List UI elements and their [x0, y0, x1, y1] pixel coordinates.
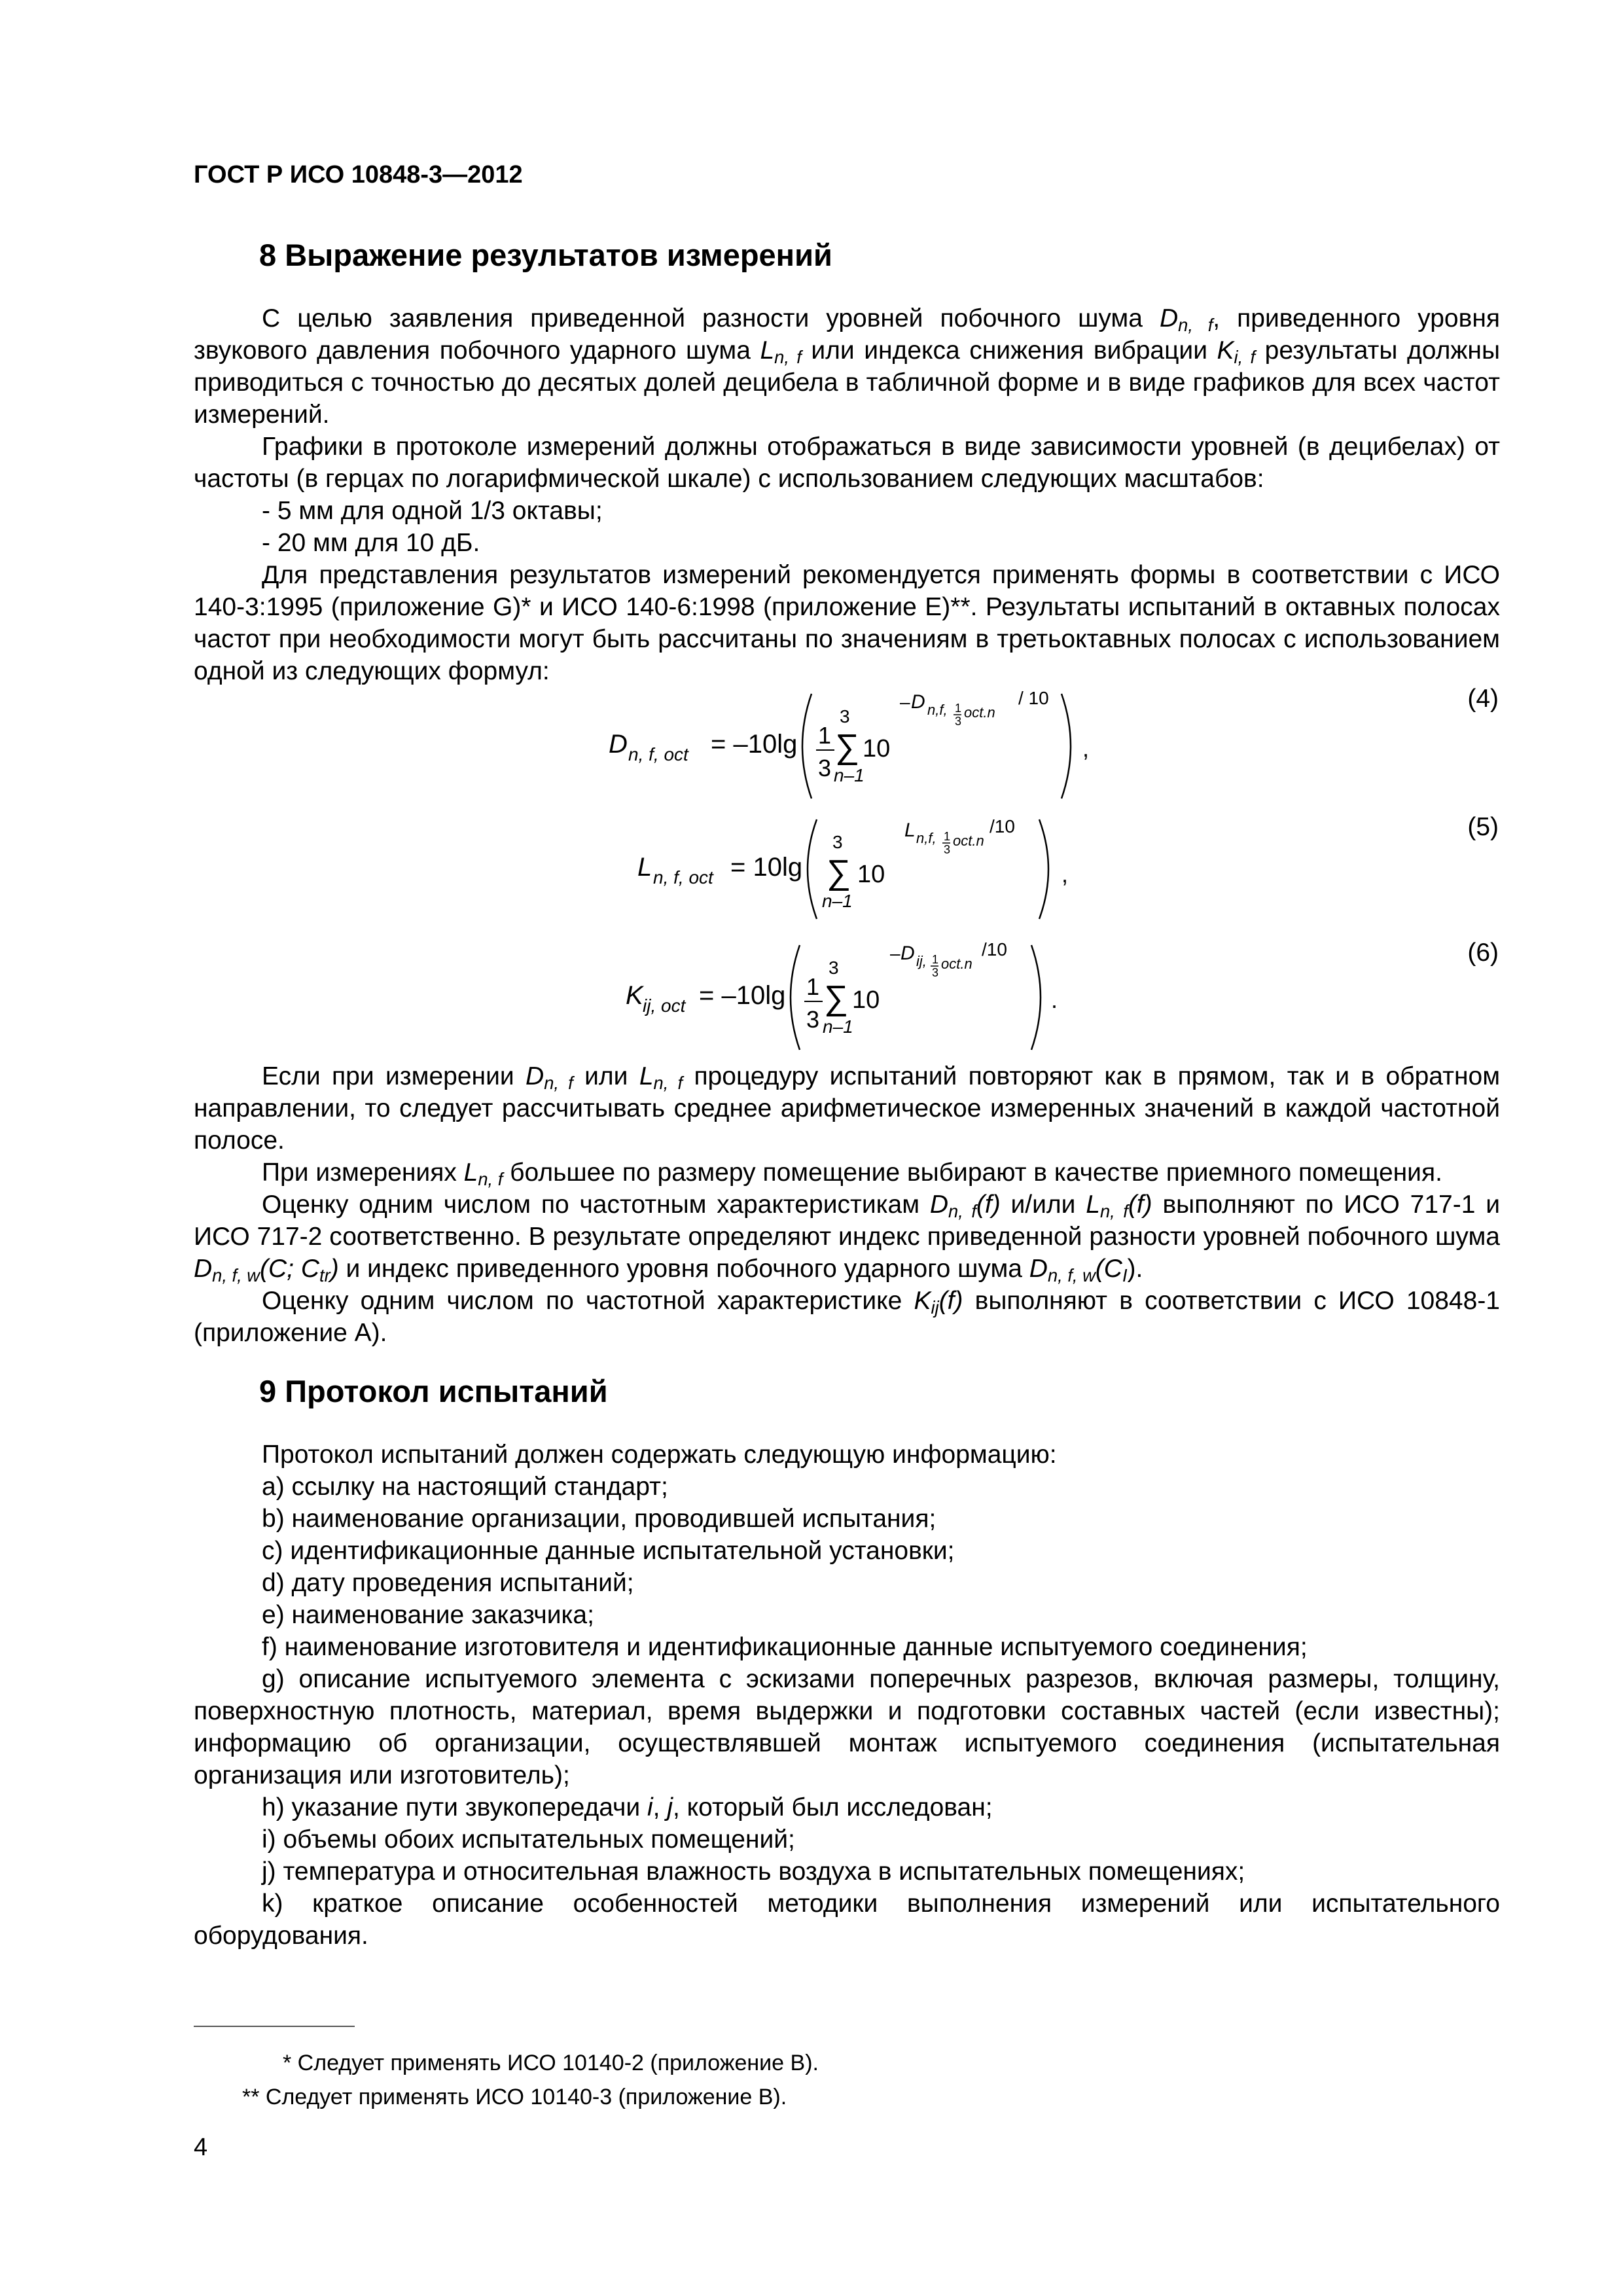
paragraph-graphs: Графики в протоколе измерений должны отображаться в виде зависимости уровней (в децибелах) от частоты (в герцах по логарифмической шкале) с использованием следующих масштабов: — [194, 433, 1500, 493]
formula-6-exp-sub: ij, — [916, 953, 927, 969]
formula-4-trail: , — [1082, 735, 1090, 762]
formula-6-right-paren — [1031, 945, 1041, 1050]
protocol-item-g: g) описание испытуемого элемента с эскизами поперечных разрезов, включая размеры, толщину, поверхностную плотность, материал, время выдержки и подготовки составных частей (если известны); информацию об организации, осуществлявшей монтаж испытуемого соединения (испытательная организация или изготовитель); — [194, 1665, 1500, 1789]
paragraph-repeat-procedure: Если при измерении $D_{n, f}$ или $L_{n, f}$ процедуру испытаний повторяют как в прямом, так и в обратном направлении, то следует рассчитывать среднее арифметическое измеренных значений в каждой частотной полосе. — [194, 1062, 1501, 1155]
formula-5-trail: , — [1061, 861, 1069, 888]
formula-5-lhs: L — [637, 853, 652, 882]
formula-5-exp-div: /10 — [990, 816, 1015, 836]
formula-5-lhs-sub: n, f, oct — [653, 867, 713, 888]
footnote-1: * Следует применять ИСО 10140-2 (приложение B). — [283, 2051, 819, 2075]
paragraph-single-number-rating: Оценку одним числом по частотным характеристикам $D_{n, f}(f)$ и/или $L_{n, f}(f)$ выполняют по ИСО 717-1 и ИСО 717-2 соответственно. В результате определяют индекс приведенной разности уровней побочного шума $D_{n, f, w}(C$; $C_{tr}$) и индекс приведенного уровня побочного ударного шума $D_{n, f, w}(C_I)$. — [194, 1191, 1500, 1285]
paragraph-room-choice: При измерениях $L_{n, f}$ большее по размеру помещение выбирают в качестве приемного помещения. — [262, 1158, 1442, 1189]
formula-4-sigma: ∑ — [835, 728, 860, 766]
scale-item-octave: - 5 мм для одной 1/3 октавы; — [262, 497, 603, 525]
formula-5-exp-frac-den: 3 — [944, 843, 951, 856]
section-9-body — [194, 1439, 1500, 1952]
formula-5-exp-main: L — [904, 819, 916, 841]
formula-5-sum-top: 3 — [832, 832, 843, 852]
footnote-divider — [194, 2026, 355, 2027]
formula-6-base: 10 — [852, 986, 880, 1014]
protocol-item-f: f) наименование изготовителя и идентификационные данные испытуемого соединения; — [262, 1633, 1308, 1661]
formula-4-exp-frac-num: 1 — [955, 702, 962, 715]
paragraph-results-format: С целью заявления приведенной разности уровней побочного шума $D_{n, f}$, приведенного уровня звукового давления побочного ударного шума $L_{n, f}$ или индекса снижения вибрации $K_{i, f}$ результаты должны приводиться с точностью до десятых долей децибела в табличной форме и в виде графиков для всех частот измерений. — [194, 304, 1500, 429]
formula-5-left-paren — [808, 819, 817, 919]
protocol-item-a: a) ссылку на настоящий стандарт; — [262, 1473, 668, 1501]
formula-5-rhs: = 10lg — [730, 853, 803, 882]
formula-5-right-paren — [1039, 819, 1048, 919]
footnote-2: ** Следует применять ИСО 10140-3 (приложение B). — [242, 2085, 787, 2109]
formula-4-frac-num: 1 — [818, 722, 832, 749]
protocol-intro: Протокол испытаний должен содержать следующую информацию: — [262, 1441, 1057, 1469]
formula-6 — [589, 935, 1113, 1059]
formula-4-lhs: D — [609, 730, 628, 759]
formula-6-sum-bottom: n–1 — [823, 1016, 853, 1037]
formula-4-lhs-sub: n, f, oct — [628, 744, 688, 764]
formula-4-number: (4) — [1467, 685, 1499, 713]
formula-6-exp-div: /10 — [982, 939, 1007, 960]
section-8-title: 8 Выражение результатов измерений — [259, 238, 832, 272]
formula-4-exp-sign: – — [900, 692, 910, 712]
formula-4-base: 10 — [863, 735, 891, 762]
protocol-item-e: e) наименование заказчика; — [262, 1601, 594, 1629]
formula-5-number: (5) — [1467, 813, 1499, 841]
protocol-item-j: j) температура и относительная влажность воздуха в испытательных помещениях; — [262, 1857, 1245, 1886]
formula-4 — [589, 681, 1113, 812]
formula-6-left-paren — [791, 945, 800, 1050]
formula-4-right-paren — [1061, 694, 1071, 798]
section-8-body-continued — [194, 1060, 1500, 1349]
formula-6-trail: . — [1051, 986, 1058, 1013]
formula-4-exp-sub: n,f, — [927, 702, 948, 718]
paragraph-kij-rating: Оценку одним числом по частотной характеристике $K_{ij}(f)$ выполняют в соответствии с ИСО 10848-1 (приложение А). — [194, 1287, 1500, 1347]
section-8-body — [194, 302, 1500, 687]
protocol-item-b: b) наименование организации, проводившей испытания; — [262, 1505, 936, 1533]
formula-4-exp-div: / 10 — [1018, 688, 1049, 708]
formula-4-left-paren — [802, 694, 812, 798]
formula-6-exp-frac-num: 1 — [932, 953, 939, 966]
protocol-item-h: h) указание пути звукопередачи i, j, который был исследован; — [262, 1793, 993, 1821]
standard-header: ГОСТ Р ИСО 10848-3—2012 — [194, 161, 523, 188]
formula-6-rhs: = –10lg — [699, 981, 786, 1010]
formula-5-exp-frac-num: 1 — [944, 830, 951, 843]
formula-6-exp-main: D — [901, 942, 915, 964]
scale-item-decibel: - 20 мм для 10 дБ. — [262, 529, 480, 557]
formula-4-rhs: = –10lg — [711, 730, 798, 759]
formula-4-frac-den: 3 — [818, 755, 832, 781]
section-9-title: 9 Протокол испытаний — [259, 1374, 608, 1408]
formula-5-base: 10 — [857, 861, 885, 888]
formula-5-sigma: ∑ — [827, 853, 851, 891]
formula-6-exp-sign: – — [890, 943, 901, 963]
formula-6-lhs: K — [626, 981, 643, 1010]
formula-5 — [589, 810, 1113, 928]
protocol-item-c: c) идентификационные данные испытательной установки; — [262, 1537, 955, 1565]
formula-5-exp-tail: oct.n — [953, 833, 984, 849]
formula-6-sum-top: 3 — [829, 958, 839, 978]
formula-6-number: (6) — [1467, 939, 1499, 967]
formula-6-frac-num: 1 — [806, 973, 820, 1000]
protocol-item-d: d) дату проведения испытаний; — [262, 1569, 634, 1597]
formula-5-sum-bottom: n–1 — [822, 891, 853, 911]
formula-4-sum-top: 3 — [840, 706, 850, 726]
formula-4-exp-main: D — [911, 691, 925, 713]
formula-4-exp-frac-den: 3 — [955, 715, 962, 728]
page-number: 4 — [194, 2134, 208, 2161]
formula-4-sum-bottom: n–1 — [834, 765, 865, 785]
protocol-item-k: k) краткое описание особенностей методики выполнения измерений или испытательного оборудования. — [194, 1890, 1500, 1950]
formula-6-frac-den: 3 — [806, 1006, 820, 1033]
formula-6-sigma: ∑ — [824, 979, 849, 1017]
paragraph-forms: Для представления результатов измерений рекомендуется применять формы в соответствии с ИСО 140-3:1995 (приложение G)* и ИСО 140-6:1998 (приложение E)**. Результаты испытаний в октавных полосах частот при необходимости могут быть рассчитаны по значениям в третьоктавных полосах с использованием одной из следующих формул: — [194, 561, 1500, 685]
formula-4-exp-tail: oct.n — [964, 704, 995, 721]
formula-6-exp-tail: oct.n — [941, 956, 972, 972]
formula-6-lhs-sub: ij, oct — [643, 996, 686, 1016]
formula-6-exp-frac-den: 3 — [932, 966, 939, 979]
formula-5-exp-sub: n,f, — [916, 830, 936, 846]
protocol-item-i: i) объемы обоих испытательных помещений; — [262, 1825, 795, 1854]
